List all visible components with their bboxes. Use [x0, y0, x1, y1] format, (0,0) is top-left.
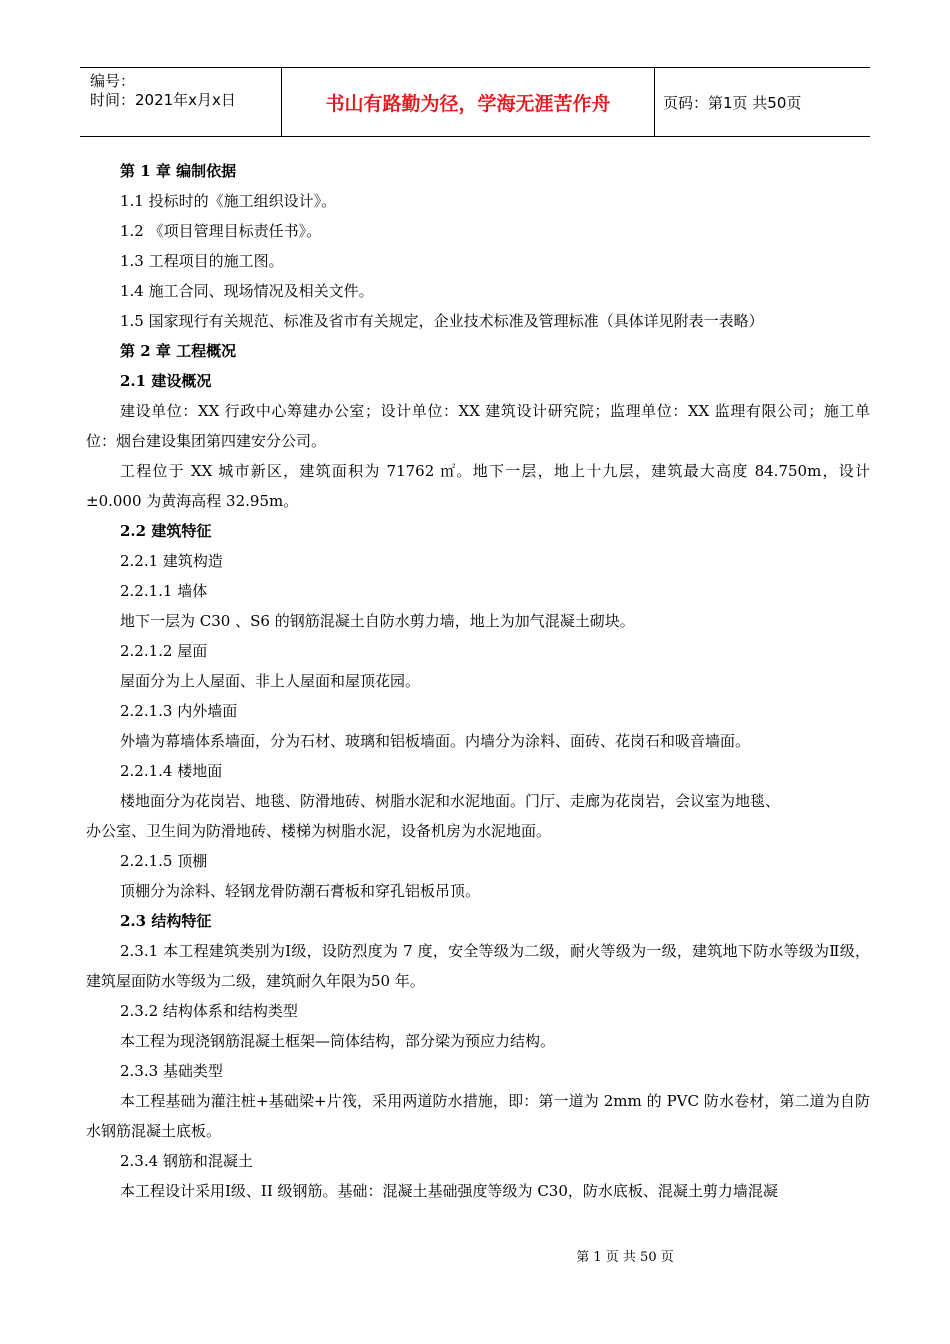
basis-item-1-4: 1.4 施工合同、现场情况及相关文件。 [120, 282, 374, 300]
floor-text-line-2: 办公室、卫生间为防滑地砖、楼梯为树脂水泥，设备机房为水泥地面。 [86, 822, 552, 840]
wall-surface-text: 外墙为幕墙体系墙面，分为石材、玻璃和铝板墙面。内墙分为涂料、面砖、花岗石和吸音墙面。 [120, 732, 751, 750]
section-2-1-heading: 2.1 建设概况 [120, 372, 212, 390]
ceiling-text: 顶棚分为涂料、轻钢龙骨防潮石膏板和穿孔铝板吊顶。 [120, 882, 481, 900]
footer-page-number: 第 1 页 共 50 页 [576, 1250, 674, 1265]
structure-text: 本工程为现浇钢筋混凝土框架—筒体结构，部分梁为预应力结构。 [120, 1032, 556, 1050]
basis-item-1-1: 1.1 投标时的《施工组织设计》。 [120, 192, 337, 210]
section-2-2-1-1-heading: 2.2.1.1 墙体 [120, 582, 208, 600]
basis-item-1-2: 1.2 《项目管理目标责任书》。 [120, 222, 322, 240]
steel-concrete-text: 本工程设计采用Ⅰ级、II 级钢筋。基础：混凝土基础强度等级为 C30，防水底板、混凝土剪力墙混凝 [120, 1182, 778, 1200]
header-table [80, 67, 870, 137]
section-2-3-4-heading: 2.3.4 钢筋和混凝土 [120, 1152, 253, 1170]
document-number-label: 编号： [90, 72, 136, 90]
basis-item-1-3: 1.3 工程项目的施工图。 [120, 252, 284, 270]
header-left-cell [80, 68, 282, 136]
section-2-2-1-5-heading: 2.2.1.5 顶棚 [120, 852, 208, 870]
section-2-1-location-paragraph: 工程位于 XX 城市新区，建筑面积为 71762 ㎡。地下一层，地上十九层，建筑最大高度 84.750m，设计 ±0.000 为黄海高程 32.95m。 [86, 462, 870, 510]
section-2-2-1-heading: 2.2.1 建筑构造 [120, 552, 223, 570]
section-2-2-heading: 2.2 建筑特征 [120, 522, 212, 540]
basis-item-1-5: 1.5 国家现行有关规范、标准及省市有关规定，企业技术标准及管理标准（具体详见附表一表略） [120, 312, 764, 330]
page-footer [0, 1246, 950, 1265]
header-motto: 书山有路勤为径，学海无涯苦作舟 [282, 68, 655, 136]
section-2-2-1-4-heading: 2.2.1.4 楼地面 [120, 762, 223, 780]
document-body [86, 156, 870, 1206]
section-2-2-1-2-heading: 2.2.1.2 屋面 [120, 642, 208, 660]
roof-text: 屋面分为上人屋面、非上人屋面和屋顶花园。 [120, 672, 421, 690]
floor-text-line-1: 楼地面分为花岗岩、地毯、防滑地砖、树脂水泥和水泥地面。门厅、走廊为花岗岩，会议室为地毯、 [120, 792, 781, 810]
section-2-3-3-heading: 2.3.3 基础类型 [120, 1062, 223, 1080]
section-2-1-units-paragraph: 建设单位：XX 行政中心筹建办公室；设计单位：XX 建筑设计研究院；监理单位：XX 监理有限公司；施工单位：烟台建设集团第四建安分公司。 [86, 402, 870, 450]
section-2-2-1-3-heading: 2.2.1.3 内外墙面 [120, 702, 238, 720]
section-2-3-1-paragraph: 2.3.1 本工程建筑类别为Ⅰ级，设防烈度为 7 度，安全等级为二级，耐火等级为一级，建筑地下防水等级为Ⅱ级，建筑屋面防水等级为二级，建筑耐久年限为50 年。 [86, 942, 870, 990]
foundation-paragraph: 本工程基础为灌注桩+基础梁+片筏，采用两道防水措施，即：第一道为 2mm 的 PVC 防水卷材，第二道为自防水钢筋混凝土底板。 [86, 1092, 870, 1140]
section-2-3-heading: 2.3 结构特征 [120, 912, 212, 930]
chapter-2-title: 第 2 章 工程概况 [120, 342, 237, 360]
wall-text: 地下一层为 C30 、S6 的钢筋混凝土自防水剪力墙，地上为加气混凝土砌块。 [120, 612, 635, 630]
header-page-info: 页码：第1页 共50页 [663, 93, 802, 112]
document-date-label: 时间：2021年x月x日 [90, 91, 236, 109]
section-2-3-2-heading: 2.3.2 结构体系和结构类型 [120, 1002, 298, 1020]
chapter-1-title: 第 1 章 编制依据 [120, 162, 237, 180]
